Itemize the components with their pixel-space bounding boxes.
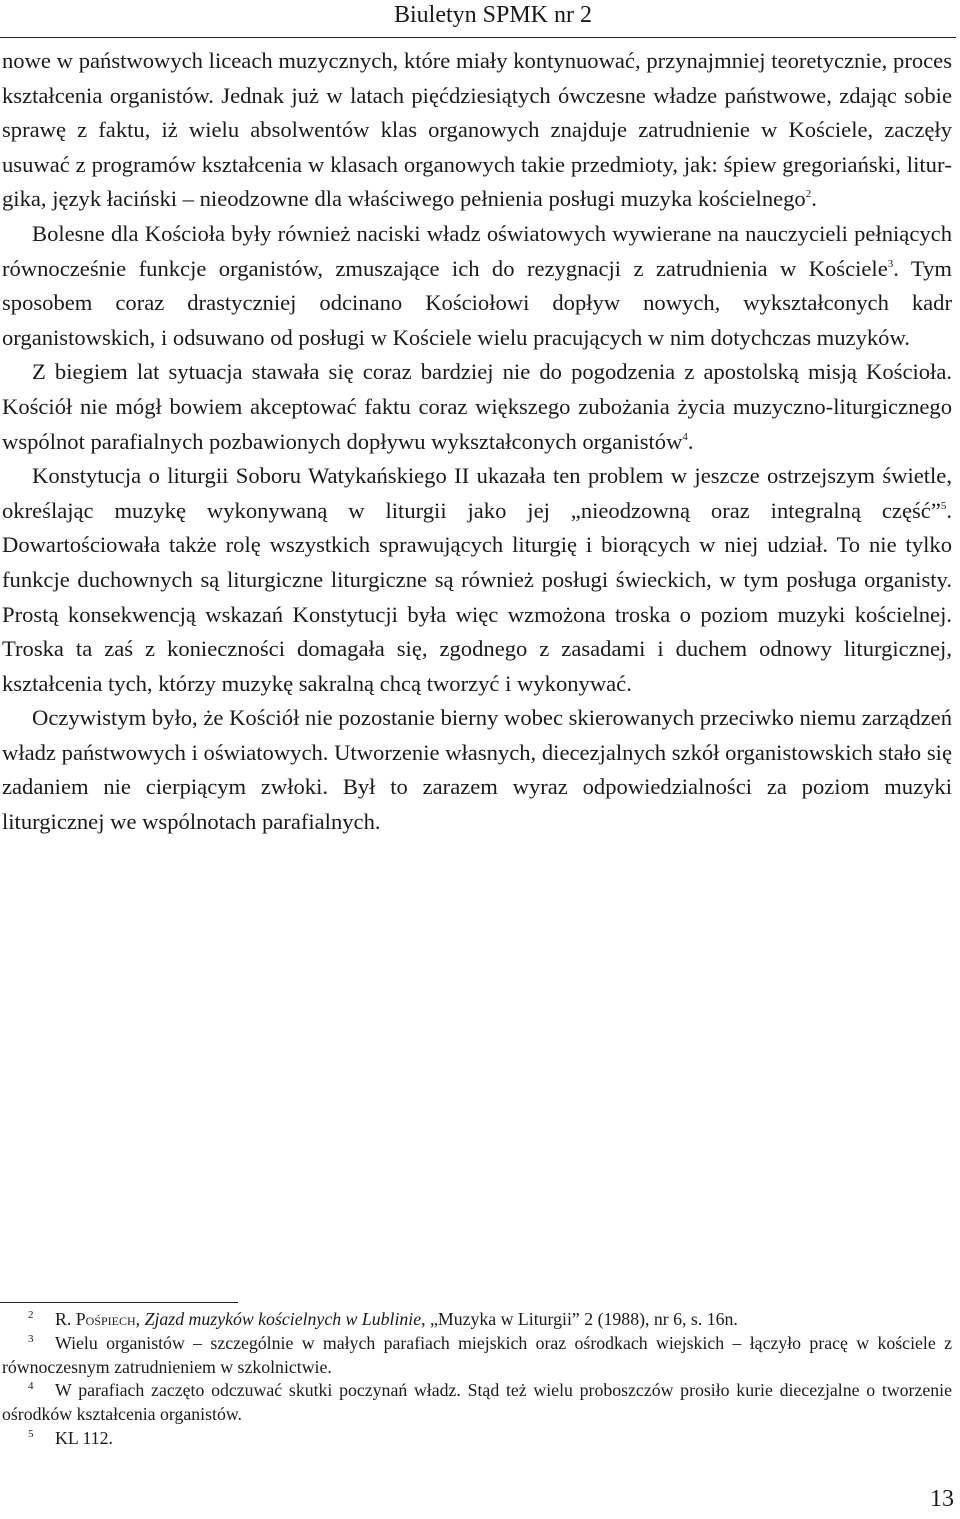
footnote-rule — [0, 1302, 238, 1303]
paragraph-4-text: Konstytucja o liturgii Soboru Watykańskiego II ukazała ten problem w jeszcze ostrzejszym świetle, określając muzykę wykonywaną w liturgii jako jej „nieodzowną oraz integralną część” — [2, 463, 952, 523]
paragraph-3 — [2, 355, 952, 459]
footnote-2-initial: R. — [55, 1309, 76, 1329]
page-number: 13 — [930, 1486, 954, 1512]
footnote-2-sep: , — [135, 1309, 145, 1329]
footnote-ref-5[interactable]: 5 — [940, 499, 947, 512]
footnote-4: 4 W parafiach zaczęto odczuwać skutki poczynań władz. Stąd też wielu proboszczów prosiło kurie diecezjalne o tworzenie ośrodków kształcenia organistów. — [2, 1380, 952, 1425]
footnote-5-text: KL 112. — [55, 1427, 113, 1448]
paragraph-2-text: Bolesne dla Kościoła były również naciski władz oświatowych wywierane na nauczycieli pełniących równocześnie funkcje organistów, zmuszające ich do rezygnacji z zatrudnienia w Kościele — [2, 220, 952, 281]
footnote-3: 3 Wielu organistów – szczególnie w małych parafiach miejskich oraz ośrodkach wiejskich – łączyło pracę w kościele z równoczesnym zatrudnieniem w szkolnictwie. — [2, 1332, 952, 1377]
footnote-2: 2 R. Pośpiech, Zjazd muzyków kościelnych w Lublinie, „Muzyka w Liturgii” 2 (1988), nr 6, s. 16n. — [28, 1309, 738, 1329]
footnote-ref-4[interactable]: 4 — [682, 430, 688, 443]
header-rule — [0, 37, 956, 38]
paragraph-1-tail: . — [811, 186, 817, 212]
running-header: Biuletyn SPMK nr 2 — [393, 2, 592, 28]
footnote-4-text: W parafiach zaczęto odczuwać skutki poczynań władz. Stąd też wielu proboszczów prosiło kurie diecezjalne o tworzenie ośrodków kształcenia organistów. — [2, 1380, 952, 1425]
paragraph-2 — [2, 217, 952, 355]
paragraph-4 — [2, 459, 952, 701]
footnote-5: 5 KL 112. — [28, 1427, 113, 1448]
footnotes — [2, 1308, 952, 1451]
paragraph-4-tail: . Dowartościowała także rolę wszystkich sprawujących liturgię i biorących w niej udział. To nie tylko funkcje duchownych są liturgiczne liturgiczne są również posługi świeckich, w tym posługa organisty. Prostą konsekwencją wskazań Konstytucji była więc wzmożona troska o poziom muzyki kościelnej. Troska ta zaś z konieczności domagała się, zgodnego z zasadami i duchem odnowy liturgicznej, kształcenia tych, którzy muzykę sakralną chcą tworzyć i wykonywać. — [2, 497, 952, 696]
paragraph-2-tail: . Tym sposobem coraz drastyczniej odcinano Kościołowi dopływ nowych, wykształconych kadr organistowskich, i odsuwano od posługi w Kościele wielu pracujących w nim dotychczas muzyków. — [2, 255, 953, 350]
footnote-2-author: Pośpiech — [75, 1309, 136, 1329]
paragraph-1-text: nowe w państwowych liceach muzycznych, które miały kontynuować, przynajmniej teoretycznie, proces kształcenia organistów. Jednak już w latach pięćdziesiątych ówczesne władze państwowe, zdając sobie sprawę z faktu, iż wielu absolwentów klas organowych znajduje zatrudnienie w Kościele, zaczęły usuwać z programów kształcenia w klasach organowych takie przedmioty, jak: śpiew gregoriański, liturgika, język łaciński – nieodzowne dla właściwego pełnienia posługi muzyka kościelnego — [2, 48, 952, 212]
paragraph-3-text: Z biegiem lat sytuacja stawała się coraz bardziej nie do pogodzenia z apostolską misją Kościoła. Kościół nie mógł bowiem akceptować faktu coraz większego zubożania życia muzyczno-liturgicznego wspólnot parafialnych pozbawionych dopływu wykształconych organistów — [2, 359, 952, 454]
paragraph-3-tail: . — [687, 428, 694, 454]
footnote-ref-2[interactable]: 2 — [805, 188, 812, 201]
body-text — [2, 44, 952, 840]
paragraph-5: Oczywistym było, że Kościół nie pozostanie bierny wobec skierowanych przeciwko niemu zarządzeń władz państwowych i oświatowych. Utworzenie własnych, diecezjalnych szkół organistowskich stało się zadaniem nie cierpiącym zwłoki. Był to zarazem wyraz odpowiedzialności za poziom muzyki liturgicznej we wspólnotach parafialnych. — [2, 705, 952, 835]
footnote-2-rest: , „Muzyka w Liturgii” 2 (1988), nr 6, s. 16n. — [421, 1309, 738, 1329]
footnote-2-title: Zjazd muzyków kościelnych w Lublinie — [144, 1309, 422, 1329]
paragraph-1 — [2, 44, 952, 217]
footnote-ref-3[interactable]: 3 — [887, 257, 894, 270]
footnote-3-text: Wielu organistów – szczególnie w małych parafiach miejskich oraz ośrodkach wiejskich – łączyło pracę w kościele z równoczesnym zatrudnieniem w szkolnictwie. — [2, 1332, 952, 1377]
